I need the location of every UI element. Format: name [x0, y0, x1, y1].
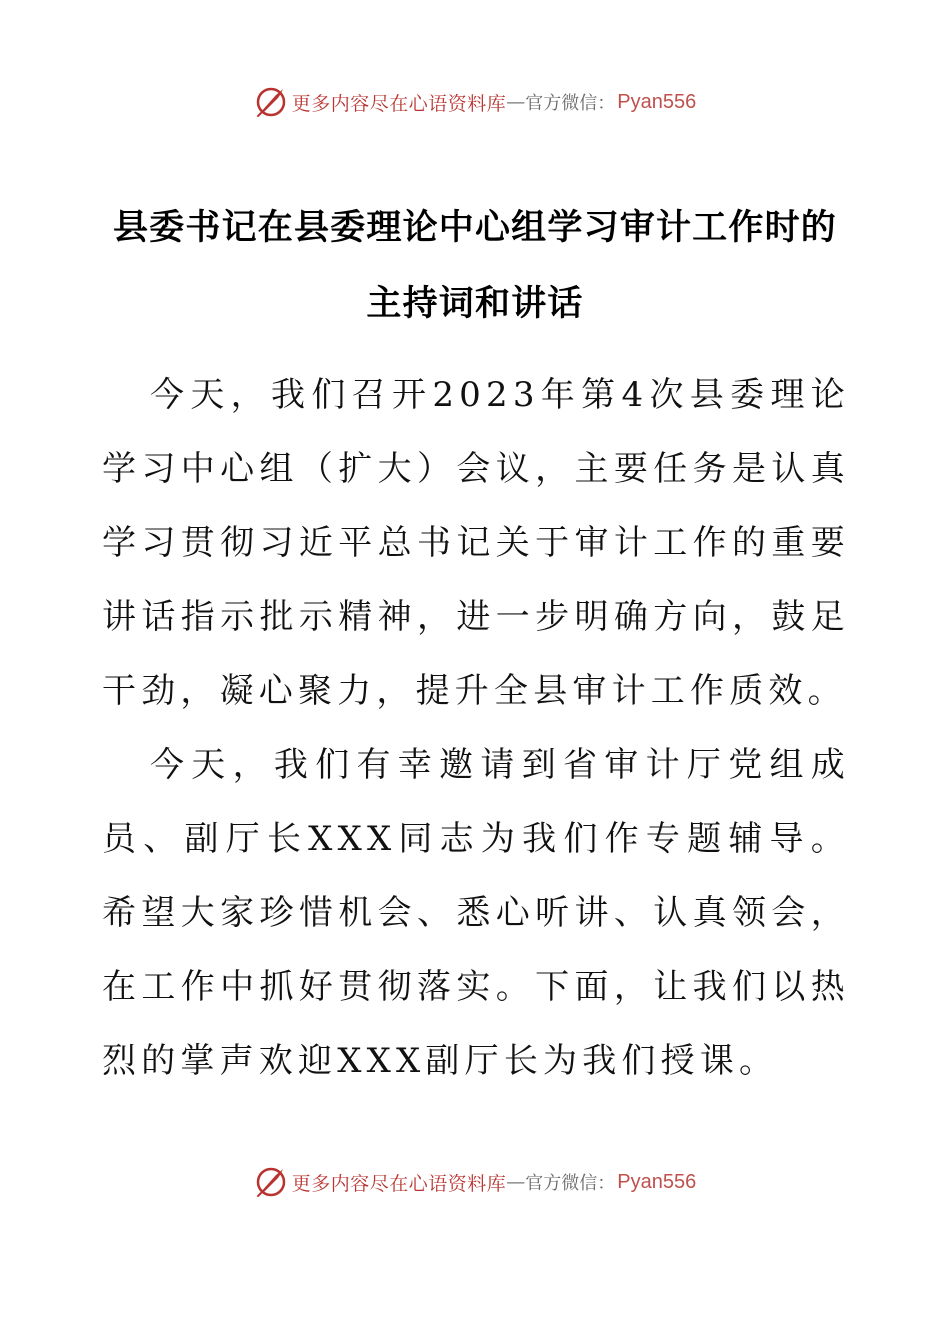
header-watermark	[0, 80, 950, 124]
watermark-separator: —	[506, 1171, 526, 1193]
quill-logo-icon	[254, 1165, 288, 1199]
paragraph: 今天，我们召开2023年第4次县委理论学习中心组（扩大）会议，主要任务是认真学习贯彻习近平总书记关于审计工作的重要讲话指示批示精神，进一步明确方向，鼓足干劲，凝心聚力，提升全县审计工作质效。	[102, 375, 850, 711]
watermark-text: 更多内容尽在心语资料库	[291, 92, 507, 115]
watermark-wechat-id: Pyan556	[617, 90, 697, 113]
quill-logo-icon	[254, 85, 288, 119]
paragraph: 今天，我们有幸邀请到省审计厅党组成员、副厅长XXX同志为我们作专题辅导。希望大家珍惜机会、悉心听讲、认真领会，在工作中抓好贯彻落实。下面，让我们以热烈的掌声欢迎XXX副厅长为我们授课。	[102, 745, 850, 1081]
watermark-wechat-label: 官方微信：	[525, 93, 616, 114]
watermark-text: 更多内容尽在心语资料库	[291, 1172, 507, 1195]
footer-watermark	[0, 1160, 950, 1204]
document-title: 县委书记在县委理论中心组学习审计工作时的主持词和讲话	[112, 208, 837, 324]
watermark-separator: —	[506, 91, 526, 113]
watermark-wechat-id: Pyan556	[617, 1170, 697, 1193]
document-body	[102, 358, 850, 1098]
watermark-wechat-label: 官方微信：	[525, 1173, 616, 1194]
